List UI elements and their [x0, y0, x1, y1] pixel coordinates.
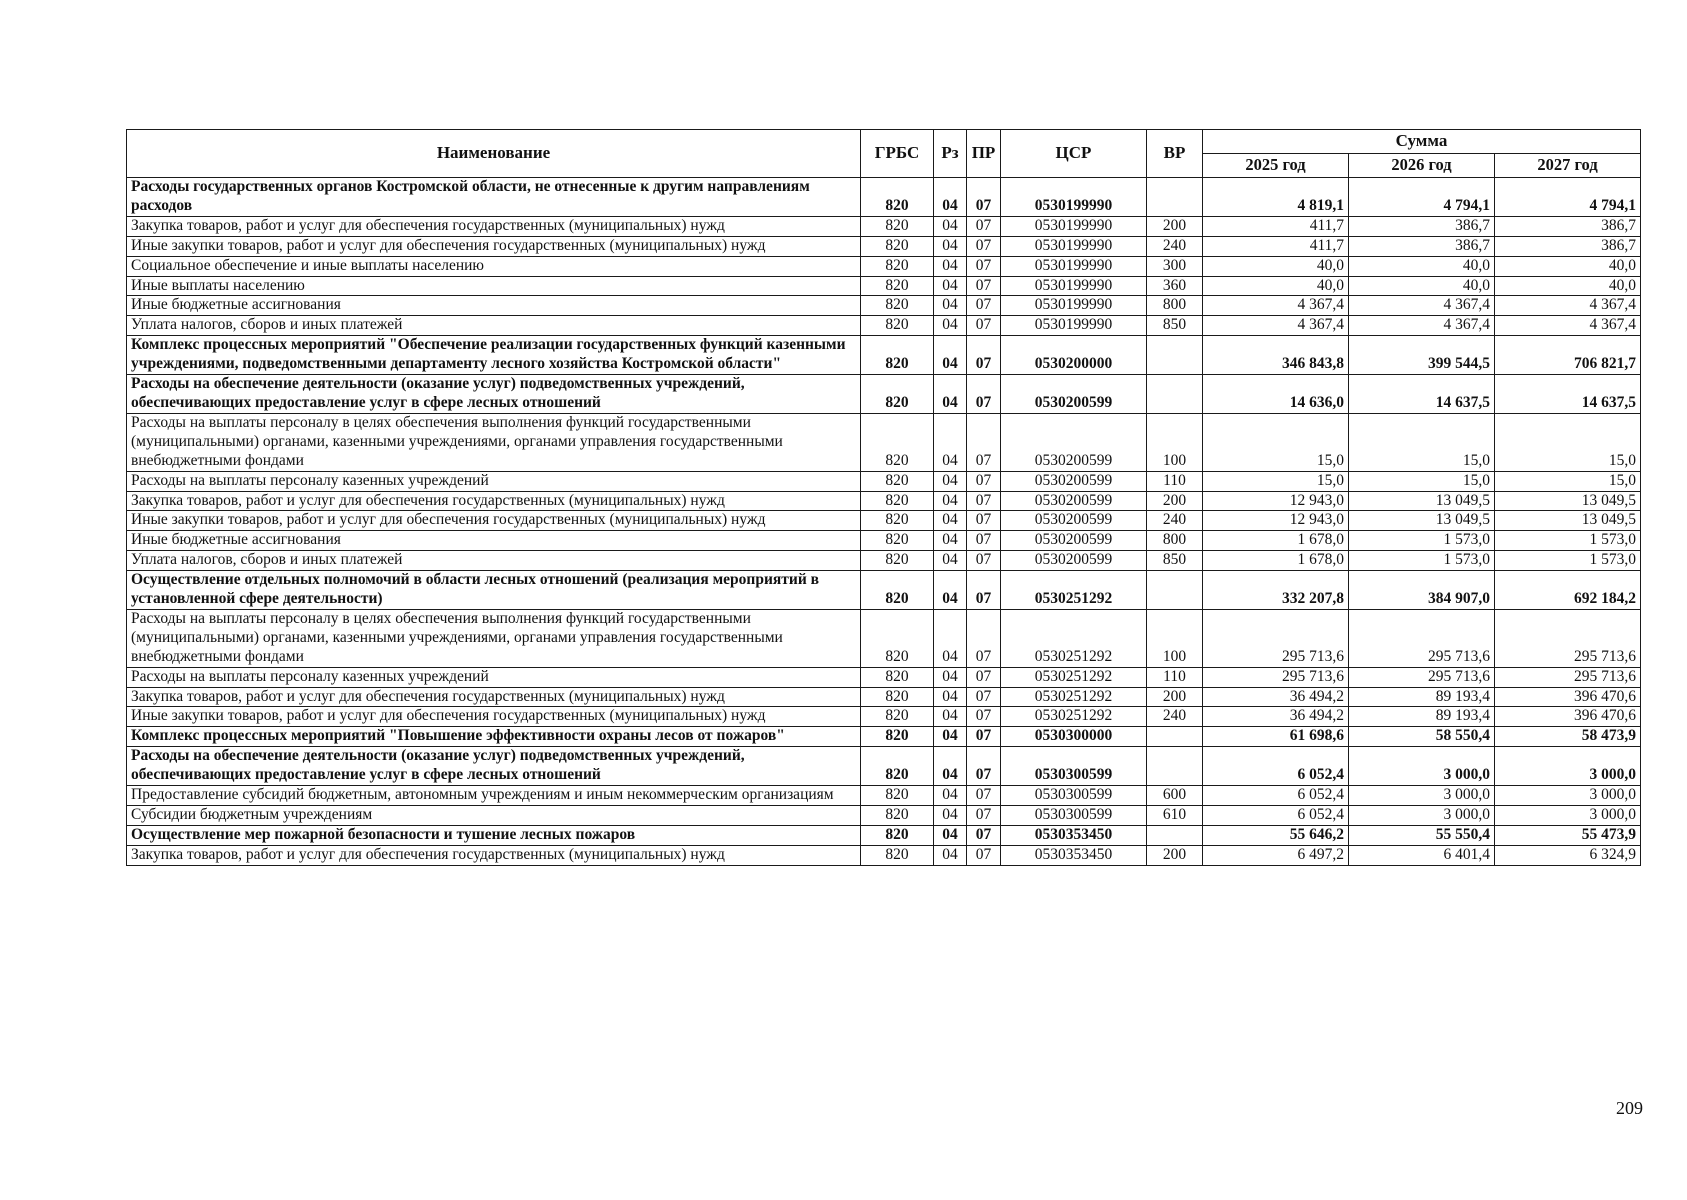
cell-rz: 04	[934, 256, 967, 276]
cell-2027: 295 713,6	[1495, 667, 1641, 687]
cell-pr: 07	[967, 511, 1001, 531]
table-row	[127, 825, 1641, 845]
header-name: Наименование	[127, 130, 861, 178]
cell-rz: 04	[934, 667, 967, 687]
table-row	[127, 256, 1641, 276]
header-year-2026: 2026 год	[1349, 154, 1495, 178]
cell-2025: 40,0	[1203, 276, 1349, 296]
table-row	[127, 511, 1641, 531]
cell-grbs: 820	[861, 531, 934, 551]
table-row	[127, 471, 1641, 491]
cell-2025: 12 943,0	[1203, 511, 1349, 531]
cell-2026: 6 401,4	[1349, 845, 1495, 865]
table-row	[127, 571, 1641, 610]
cell-pr: 07	[967, 471, 1001, 491]
cell-grbs: 820	[861, 551, 934, 571]
cell-2025: 6 052,4	[1203, 747, 1349, 786]
cell-vr	[1147, 571, 1203, 610]
cell-rz: 04	[934, 551, 967, 571]
cell-pr: 07	[967, 178, 1001, 217]
cell-2026: 14 637,5	[1349, 375, 1495, 414]
cell-2026: 15,0	[1349, 413, 1495, 471]
cell-rz: 04	[934, 413, 967, 471]
cell-2025: 12 943,0	[1203, 491, 1349, 511]
cell-name: Субсидии бюджетным учреждениям	[127, 806, 861, 826]
cell-pr: 07	[967, 609, 1001, 667]
cell-2025: 4 367,4	[1203, 296, 1349, 316]
cell-name: Закупка товаров, работ и услуг для обеспечения государственных (муниципальных) нужд	[127, 491, 861, 511]
cell-grbs: 820	[861, 667, 934, 687]
table-row	[127, 687, 1641, 707]
cell-2025: 15,0	[1203, 471, 1349, 491]
cell-2027: 3 000,0	[1495, 786, 1641, 806]
cell-2027: 14 637,5	[1495, 375, 1641, 414]
cell-csr: 0530200599	[1001, 491, 1147, 511]
cell-csr: 0530200599	[1001, 551, 1147, 571]
cell-2025: 36 494,2	[1203, 687, 1349, 707]
cell-csr: 0530200599	[1001, 511, 1147, 531]
table-row	[127, 216, 1641, 236]
cell-2025: 295 713,6	[1203, 667, 1349, 687]
table-header	[127, 130, 1641, 178]
cell-csr: 0530199990	[1001, 296, 1147, 316]
cell-2025: 6 497,2	[1203, 845, 1349, 865]
cell-name: Иные закупки товаров, работ и услуг для обеспечения государственных (муниципальных) нужд	[127, 236, 861, 256]
cell-2027: 1 573,0	[1495, 531, 1641, 551]
cell-name: Расходы на выплаты персоналу в целях обеспечения выполнения функций государственными (муниципальными) органами, казенными учреждениями, органами управления государственными внебюджетными фондами	[127, 413, 861, 471]
cell-rz: 04	[934, 727, 967, 747]
cell-vr	[1147, 747, 1203, 786]
cell-csr: 0530300000	[1001, 727, 1147, 747]
cell-2027: 6 324,9	[1495, 845, 1641, 865]
cell-csr: 0530199990	[1001, 316, 1147, 336]
table-row	[127, 707, 1641, 727]
table-row	[127, 531, 1641, 551]
cell-name: Уплата налогов, сборов и иных платежей	[127, 316, 861, 336]
header-year-2025: 2025 год	[1203, 154, 1349, 178]
cell-pr: 07	[967, 571, 1001, 610]
cell-2027: 4 367,4	[1495, 316, 1641, 336]
cell-2027: 4 367,4	[1495, 296, 1641, 316]
cell-2027: 3 000,0	[1495, 747, 1641, 786]
cell-rz: 04	[934, 806, 967, 826]
cell-name: Расходы на выплаты персоналу казенных учреждений	[127, 667, 861, 687]
cell-pr: 07	[967, 375, 1001, 414]
page-number: 209	[1616, 1098, 1643, 1118]
cell-2027: 40,0	[1495, 256, 1641, 276]
cell-name: Расходы на обеспечение деятельности (оказание услуг) подведомственных учреждений, обеспечивающих предоставление услуг в сфере лесных отношений	[127, 375, 861, 414]
cell-csr: 0530251292	[1001, 687, 1147, 707]
cell-grbs: 820	[861, 687, 934, 707]
table-row	[127, 336, 1641, 375]
cell-pr: 07	[967, 531, 1001, 551]
cell-vr: 360	[1147, 276, 1203, 296]
cell-grbs: 820	[861, 236, 934, 256]
table-row	[127, 667, 1641, 687]
cell-grbs: 820	[861, 216, 934, 236]
cell-grbs: 820	[861, 413, 934, 471]
cell-pr: 07	[967, 551, 1001, 571]
cell-csr: 0530200599	[1001, 531, 1147, 551]
cell-grbs: 820	[861, 806, 934, 826]
cell-name: Осуществление мер пожарной безопасности и тушение лесных пожаров	[127, 825, 861, 845]
table-row	[127, 727, 1641, 747]
cell-rz: 04	[934, 571, 967, 610]
cell-2025: 36 494,2	[1203, 707, 1349, 727]
cell-2027: 1 573,0	[1495, 551, 1641, 571]
table-row	[127, 806, 1641, 826]
cell-grbs: 820	[861, 296, 934, 316]
cell-rz: 04	[934, 609, 967, 667]
cell-grbs: 820	[861, 178, 934, 217]
cell-vr: 800	[1147, 296, 1203, 316]
cell-vr: 200	[1147, 491, 1203, 511]
cell-grbs: 820	[861, 845, 934, 865]
cell-name: Комплекс процессных мероприятий "Повышение эффективности охраны лесов от пожаров"	[127, 727, 861, 747]
cell-2026: 13 049,5	[1349, 491, 1495, 511]
table-body	[127, 178, 1641, 866]
table-row	[127, 845, 1641, 865]
cell-csr: 0530199990	[1001, 276, 1147, 296]
cell-grbs: 820	[861, 707, 934, 727]
cell-rz: 04	[934, 825, 967, 845]
cell-2027: 4 794,1	[1495, 178, 1641, 217]
cell-2026: 399 544,5	[1349, 336, 1495, 375]
cell-2026: 58 550,4	[1349, 727, 1495, 747]
cell-grbs: 820	[861, 511, 934, 531]
cell-vr: 110	[1147, 471, 1203, 491]
cell-2027: 386,7	[1495, 236, 1641, 256]
table-row	[127, 316, 1641, 336]
cell-pr: 07	[967, 806, 1001, 826]
cell-grbs: 820	[861, 727, 934, 747]
cell-pr: 07	[967, 707, 1001, 727]
cell-rz: 04	[934, 316, 967, 336]
cell-grbs: 820	[861, 825, 934, 845]
cell-csr: 0530300599	[1001, 747, 1147, 786]
cell-vr: 100	[1147, 413, 1203, 471]
cell-vr: 600	[1147, 786, 1203, 806]
cell-rz: 04	[934, 845, 967, 865]
cell-2026: 1 573,0	[1349, 531, 1495, 551]
cell-2027: 13 049,5	[1495, 491, 1641, 511]
cell-grbs: 820	[861, 316, 934, 336]
cell-pr: 07	[967, 216, 1001, 236]
cell-2027: 3 000,0	[1495, 806, 1641, 826]
cell-pr: 07	[967, 727, 1001, 747]
cell-2025: 15,0	[1203, 413, 1349, 471]
cell-grbs: 820	[861, 786, 934, 806]
cell-rz: 04	[934, 375, 967, 414]
cell-pr: 07	[967, 786, 1001, 806]
cell-2026: 1 573,0	[1349, 551, 1495, 571]
cell-vr: 110	[1147, 667, 1203, 687]
cell-2027: 13 049,5	[1495, 511, 1641, 531]
cell-grbs: 820	[861, 336, 934, 375]
cell-vr: 240	[1147, 236, 1203, 256]
cell-csr: 0530251292	[1001, 609, 1147, 667]
cell-2025: 61 698,6	[1203, 727, 1349, 747]
table-row	[127, 551, 1641, 571]
cell-csr: 0530251292	[1001, 707, 1147, 727]
cell-2026: 55 550,4	[1349, 825, 1495, 845]
cell-grbs: 820	[861, 747, 934, 786]
header-rz: Рз	[934, 130, 967, 178]
cell-2026: 3 000,0	[1349, 806, 1495, 826]
cell-grbs: 820	[861, 256, 934, 276]
header-csr: ЦСР	[1001, 130, 1147, 178]
cell-pr: 07	[967, 336, 1001, 375]
cell-csr: 0530200599	[1001, 471, 1147, 491]
cell-name: Расходы на выплаты персоналу в целях обеспечения выполнения функций государственными (муниципальными) органами, казенными учреждениями, органами управления государственными внебюджетными фондами	[127, 609, 861, 667]
cell-pr: 07	[967, 236, 1001, 256]
cell-pr: 07	[967, 825, 1001, 845]
cell-csr: 0530353450	[1001, 845, 1147, 865]
cell-rz: 04	[934, 296, 967, 316]
cell-2025: 332 207,8	[1203, 571, 1349, 610]
cell-2027: 55 473,9	[1495, 825, 1641, 845]
cell-name: Иные закупки товаров, работ и услуг для обеспечения государственных (муниципальных) нужд	[127, 511, 861, 531]
cell-name: Предоставление субсидий бюджетным, автономным учреждениям и иным некоммерческим организациям	[127, 786, 861, 806]
table-row	[127, 413, 1641, 471]
cell-name: Расходы на выплаты персоналу казенных учреждений	[127, 471, 861, 491]
cell-csr: 0530199990	[1001, 178, 1147, 217]
cell-name: Закупка товаров, работ и услуг для обеспечения государственных (муниципальных) нужд	[127, 845, 861, 865]
table-row	[127, 747, 1641, 786]
cell-vr: 100	[1147, 609, 1203, 667]
cell-2025: 295 713,6	[1203, 609, 1349, 667]
cell-name: Осуществление отдельных полномочий в области лесных отношений (реализация мероприятий в установленной сфере деятельности)	[127, 571, 861, 610]
cell-rz: 04	[934, 786, 967, 806]
cell-csr: 0530251292	[1001, 571, 1147, 610]
cell-vr: 850	[1147, 551, 1203, 571]
cell-rz: 04	[934, 216, 967, 236]
cell-csr: 0530199990	[1001, 256, 1147, 276]
cell-vr: 200	[1147, 845, 1203, 865]
cell-rz: 04	[934, 707, 967, 727]
cell-pr: 07	[967, 845, 1001, 865]
cell-name: Закупка товаров, работ и услуг для обеспечения государственных (муниципальных) нужд	[127, 687, 861, 707]
cell-pr: 07	[967, 296, 1001, 316]
cell-vr: 240	[1147, 707, 1203, 727]
cell-name: Иные бюджетные ассигнования	[127, 296, 861, 316]
cell-2027: 295 713,6	[1495, 609, 1641, 667]
table-row	[127, 491, 1641, 511]
cell-grbs: 820	[861, 571, 934, 610]
cell-rz: 04	[934, 531, 967, 551]
cell-csr: 0530200599	[1001, 375, 1147, 414]
cell-vr	[1147, 825, 1203, 845]
cell-2026: 4 367,4	[1349, 296, 1495, 316]
cell-csr: 0530199990	[1001, 216, 1147, 236]
cell-2025: 4 819,1	[1203, 178, 1349, 217]
cell-2026: 386,7	[1349, 236, 1495, 256]
cell-2027: 15,0	[1495, 413, 1641, 471]
header-sum: Сумма	[1203, 130, 1641, 154]
cell-vr	[1147, 178, 1203, 217]
cell-name: Уплата налогов, сборов и иных платежей	[127, 551, 861, 571]
cell-2026: 89 193,4	[1349, 707, 1495, 727]
table-row	[127, 178, 1641, 217]
cell-2026: 40,0	[1349, 256, 1495, 276]
cell-2027: 15,0	[1495, 471, 1641, 491]
cell-csr: 0530200599	[1001, 413, 1147, 471]
cell-2026: 3 000,0	[1349, 747, 1495, 786]
cell-grbs: 820	[861, 276, 934, 296]
cell-2026: 386,7	[1349, 216, 1495, 236]
cell-rz: 04	[934, 491, 967, 511]
cell-vr: 300	[1147, 256, 1203, 276]
cell-2025: 6 052,4	[1203, 786, 1349, 806]
cell-2025: 14 636,0	[1203, 375, 1349, 414]
cell-2026: 40,0	[1349, 276, 1495, 296]
cell-csr: 0530200000	[1001, 336, 1147, 375]
cell-name: Социальное обеспечение и иные выплаты населению	[127, 256, 861, 276]
cell-vr: 200	[1147, 687, 1203, 707]
cell-2027: 396 470,6	[1495, 707, 1641, 727]
header-grbs: ГРБС	[861, 130, 934, 178]
cell-2026: 4 794,1	[1349, 178, 1495, 217]
cell-2026: 4 367,4	[1349, 316, 1495, 336]
cell-pr: 07	[967, 747, 1001, 786]
cell-2026: 15,0	[1349, 471, 1495, 491]
cell-pr: 07	[967, 316, 1001, 336]
cell-rz: 04	[934, 336, 967, 375]
cell-vr: 240	[1147, 511, 1203, 531]
cell-2026: 295 713,6	[1349, 667, 1495, 687]
cell-vr	[1147, 375, 1203, 414]
cell-2026: 295 713,6	[1349, 609, 1495, 667]
table-row	[127, 786, 1641, 806]
cell-csr: 0530300599	[1001, 806, 1147, 826]
cell-name: Иные выплаты населению	[127, 276, 861, 296]
cell-name: Закупка товаров, работ и услуг для обеспечения государственных (муниципальных) нужд	[127, 216, 861, 236]
cell-csr: 0530353450	[1001, 825, 1147, 845]
cell-grbs: 820	[861, 609, 934, 667]
cell-2025: 55 646,2	[1203, 825, 1349, 845]
cell-rz: 04	[934, 471, 967, 491]
cell-grbs: 820	[861, 375, 934, 414]
table-row	[127, 276, 1641, 296]
cell-pr: 07	[967, 276, 1001, 296]
cell-vr: 200	[1147, 216, 1203, 236]
cell-pr: 07	[967, 687, 1001, 707]
cell-2027: 40,0	[1495, 276, 1641, 296]
cell-vr: 800	[1147, 531, 1203, 551]
budget-table	[126, 129, 1641, 866]
cell-name: Расходы государственных органов Костромской области, не отнесенные к другим направлениям расходов	[127, 178, 861, 217]
cell-2027: 692 184,2	[1495, 571, 1641, 610]
cell-rz: 04	[934, 511, 967, 531]
cell-2025: 1 678,0	[1203, 531, 1349, 551]
table-row	[127, 609, 1641, 667]
cell-name: Комплекс процессных мероприятий "Обеспечение реализации государственных функций казенными учреждениями, подведомственными департаменту лесного хозяйства Костромской области"	[127, 336, 861, 375]
cell-vr: 850	[1147, 316, 1203, 336]
cell-2025: 40,0	[1203, 256, 1349, 276]
cell-2027: 396 470,6	[1495, 687, 1641, 707]
cell-csr: 0530251292	[1001, 667, 1147, 687]
cell-grbs: 820	[861, 471, 934, 491]
cell-rz: 04	[934, 178, 967, 217]
table-row	[127, 375, 1641, 414]
cell-2025: 1 678,0	[1203, 551, 1349, 571]
cell-rz: 04	[934, 747, 967, 786]
cell-2025: 411,7	[1203, 216, 1349, 236]
cell-2026: 13 049,5	[1349, 511, 1495, 531]
cell-2027: 58 473,9	[1495, 727, 1641, 747]
cell-rz: 04	[934, 687, 967, 707]
cell-pr: 07	[967, 491, 1001, 511]
cell-name: Расходы на обеспечение деятельности (оказание услуг) подведомственных учреждений, обеспечивающих предоставление услуг в сфере лесных отношений	[127, 747, 861, 786]
cell-2026: 384 907,0	[1349, 571, 1495, 610]
cell-rz: 04	[934, 276, 967, 296]
table-row	[127, 236, 1641, 256]
cell-vr	[1147, 727, 1203, 747]
cell-name: Иные закупки товаров, работ и услуг для обеспечения государственных (муниципальных) нужд	[127, 707, 861, 727]
cell-2026: 89 193,4	[1349, 687, 1495, 707]
cell-2025: 346 843,8	[1203, 336, 1349, 375]
cell-2027: 706 821,7	[1495, 336, 1641, 375]
cell-pr: 07	[967, 256, 1001, 276]
cell-grbs: 820	[861, 491, 934, 511]
cell-name: Иные бюджетные ассигнования	[127, 531, 861, 551]
cell-rz: 04	[934, 236, 967, 256]
cell-pr: 07	[967, 667, 1001, 687]
cell-csr: 0530300599	[1001, 786, 1147, 806]
header-vr: ВР	[1147, 130, 1203, 178]
table-row	[127, 296, 1641, 316]
cell-csr: 0530199990	[1001, 236, 1147, 256]
cell-vr: 610	[1147, 806, 1203, 826]
cell-2025: 4 367,4	[1203, 316, 1349, 336]
cell-2027: 386,7	[1495, 216, 1641, 236]
cell-vr	[1147, 336, 1203, 375]
cell-2026: 3 000,0	[1349, 786, 1495, 806]
header-pr: ПР	[967, 130, 1001, 178]
cell-2025: 411,7	[1203, 236, 1349, 256]
header-year-2027: 2027 год	[1495, 154, 1641, 178]
cell-2025: 6 052,4	[1203, 806, 1349, 826]
cell-pr: 07	[967, 413, 1001, 471]
